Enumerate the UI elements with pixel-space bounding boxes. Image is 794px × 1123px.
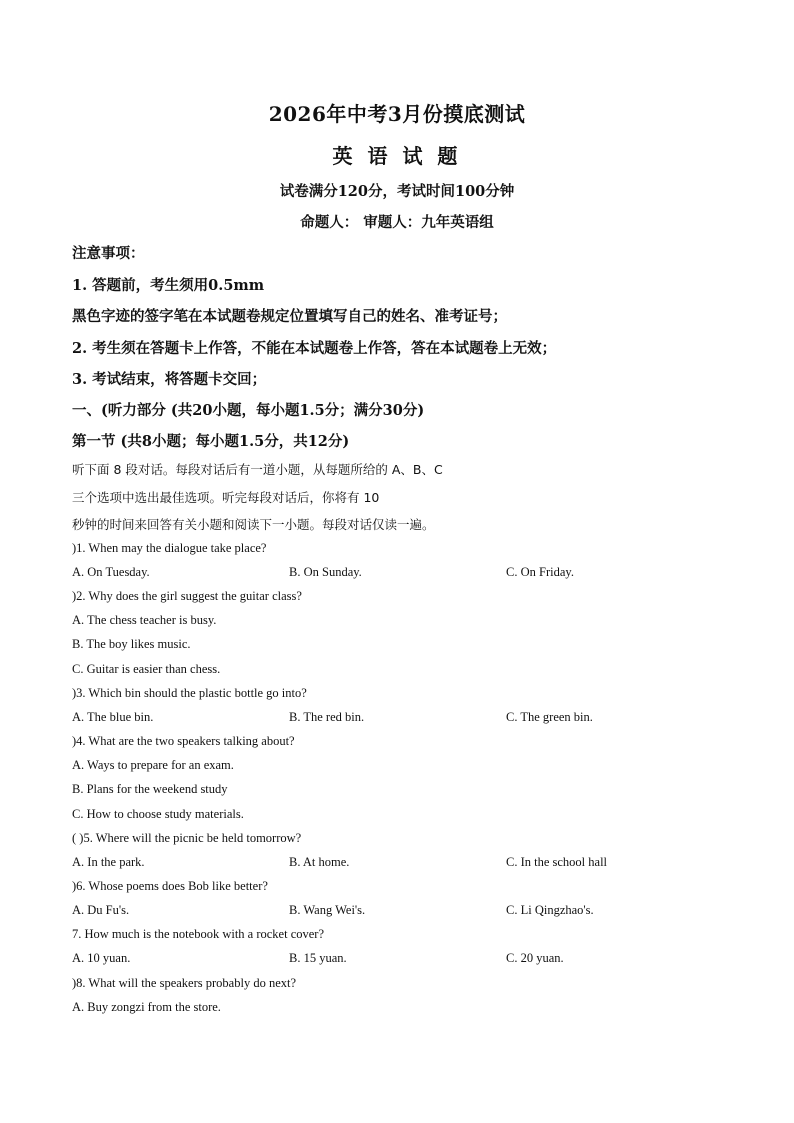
question-6-option-a: A. Du Fu's. bbox=[72, 903, 130, 917]
question-6-option-b: B. Wang Wei's. bbox=[289, 903, 366, 917]
question-4-option-c: C. How to choose study materials. bbox=[72, 807, 244, 821]
question-5-option-b: B. At home. bbox=[289, 855, 350, 869]
question-2-stem: )2. Why does the girl suggest the guitar class? bbox=[72, 589, 302, 603]
question-5-stem: ( )5. Where will the picnic be held tomorrow? bbox=[72, 831, 302, 845]
question-2-option-a: A. The chess teacher is busy. bbox=[72, 613, 217, 627]
question-1-option-c: C. On Friday. bbox=[506, 565, 574, 579]
note-item-1: 1. 答题前，考生须用0.5mm bbox=[72, 277, 265, 294]
question-3-option-c: C. The green bin. bbox=[506, 710, 593, 724]
question-6-option-c: C. Li Qingzhao's. bbox=[506, 903, 594, 917]
authors-line: 命题人： 审题人：九年英语组 bbox=[300, 214, 494, 231]
section1-heading: 第一节 (共8小题；每小题1.5分，共12分) bbox=[72, 433, 350, 450]
question-1-option-a: A. On Tuesday. bbox=[72, 565, 150, 579]
instruction-line: 秒钟的时间来回答有关小题和阅读下一小题。每段对话仅读一遍。 bbox=[72, 517, 435, 532]
question-5-option-c: C. In the school hall bbox=[506, 855, 608, 869]
question-6-stem: )6. Whose poems does Bob like better? bbox=[72, 879, 268, 893]
question-3-stem: )3. Which bin should the plastic bottle go into? bbox=[72, 686, 307, 700]
question-2-option-b: B. The boy likes music. bbox=[72, 637, 191, 651]
exam-title: 2026年中考3月份摸底测试 bbox=[268, 102, 526, 126]
note-item-3: 3. 考试结束，将答题卡交回； bbox=[72, 371, 267, 388]
question-7-stem: 7. How much is the notebook with a rocket cover? bbox=[72, 927, 325, 941]
question-4-stem: )4. What are the two speakers talking about? bbox=[72, 734, 295, 748]
note-item-2: 2. 考生须在答题卡上作答，不能在本试题卷上作答，答在本试题卷上无效； bbox=[72, 340, 557, 357]
question-1-stem: )1. When may the dialogue take place? bbox=[72, 541, 267, 555]
notes-heading: 注意事项： bbox=[72, 245, 145, 262]
part1-heading: 一、(听力部分 (共20小题，每小题1.5分；满分30分) bbox=[72, 402, 425, 419]
question-5-option-a: A. In the park. bbox=[72, 855, 145, 869]
score-time-line: 试卷满分120分，考试时间100分钟 bbox=[279, 183, 515, 200]
question-3-option-a: A. The blue bin. bbox=[72, 710, 154, 724]
question-1-option-b: B. On Sunday. bbox=[289, 565, 362, 579]
question-3-option-b: B. The red bin. bbox=[289, 710, 365, 724]
instruction-line: 听下面 8 段对话。每段对话后有一道小题，从每题所给的 A、B、C bbox=[72, 462, 443, 477]
question-8-option-a: A. Buy zongzi from the store. bbox=[72, 1000, 221, 1014]
question-8-stem: )8. What will the speakers probably do next? bbox=[72, 976, 297, 990]
question-2-option-c: C. Guitar is easier than chess. bbox=[72, 662, 221, 676]
instruction-line: 三个选项中选出最佳选项。听完每段对话后，你将有 10 bbox=[72, 490, 380, 505]
note-item-1-continued: 黑色字迹的签字笔在本试题卷规定位置填写自己的姓名、准考证号； bbox=[72, 308, 507, 325]
question-7-option-a: A. 10 yuan. bbox=[72, 951, 131, 965]
question-4-option-a: A. Ways to prepare for an exam. bbox=[72, 758, 234, 772]
question-7-option-b: B. 15 yuan. bbox=[289, 951, 347, 965]
subject-title: 英 语 试 题 bbox=[332, 144, 462, 168]
question-4-option-b: B. Plans for the weekend study bbox=[72, 782, 228, 796]
question-7-option-c: C. 20 yuan. bbox=[506, 951, 564, 965]
